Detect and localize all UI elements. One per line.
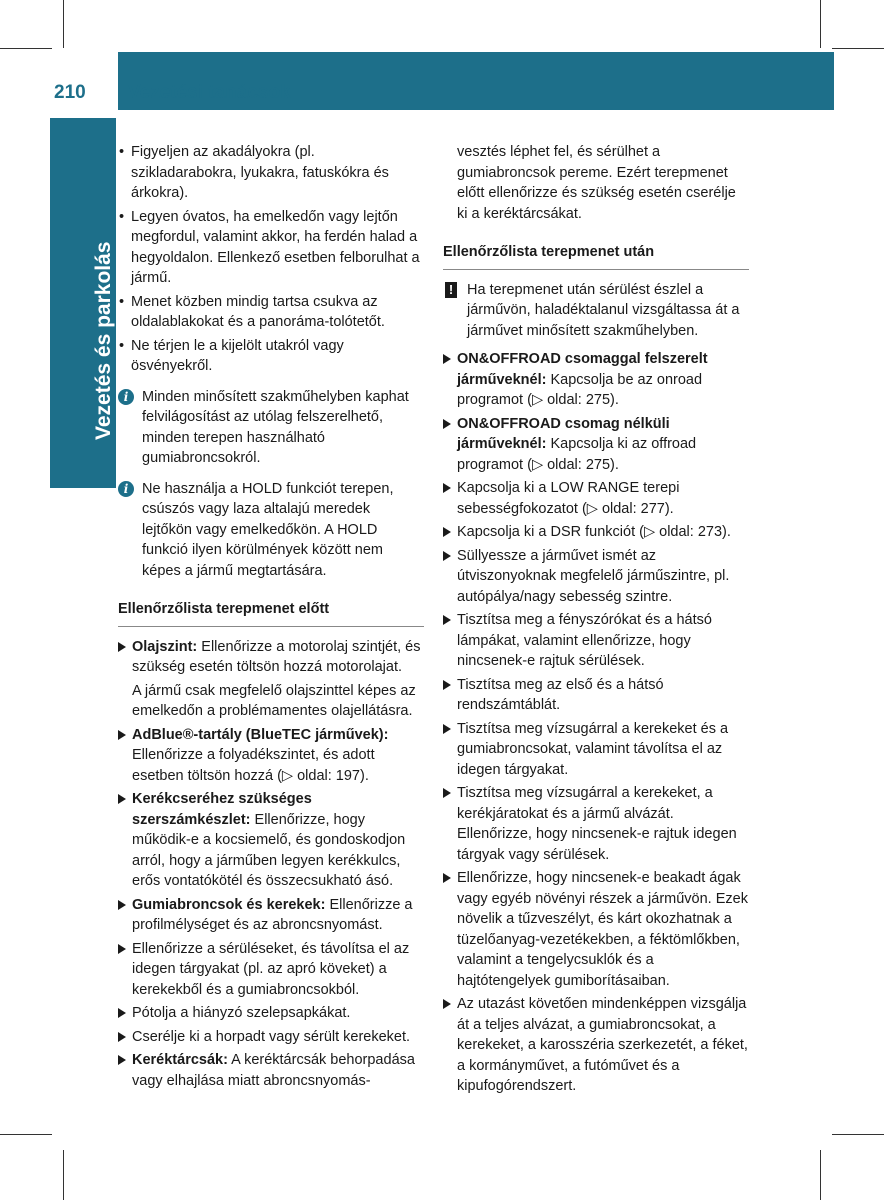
list-item: [118, 1003, 424, 1024]
list-item: [118, 637, 424, 678]
info-icon: i: [118, 481, 134, 497]
list-item-text: Tisztítsa meg a fényszórókat és a hátsó lámpákat, valamint ellenőrizze, hogy nincsenek-e rajtuk sérülések.: [457, 612, 712, 669]
bullet-item: • Figyeljen az akadályokra (pl. szikladarabokra, lyukakra, fatuskókra és árkokra).: [118, 142, 424, 204]
arrow-icon: [443, 419, 451, 429]
list-item: [443, 546, 749, 608]
arrow-icon: [443, 615, 451, 625]
right-column: [443, 142, 749, 1100]
list-item: [443, 868, 749, 991]
list-item-text: Kapcsolja ki az offroad programot (▷ oldal: 275).: [457, 436, 697, 473]
list-item-text: Pótolja a hiányzó szelepsapkákat.: [132, 1005, 351, 1021]
list-item-text: Tisztítsa meg vízsugárral a kerekeket és a gumiabroncsokat, valamint távolítsa el az idegen tárgyakat.: [457, 720, 729, 778]
crop-mark: [820, 0, 821, 48]
section-side-tab-label: Vezetés és parkolás: [92, 241, 115, 440]
bullet-item: • Legyen óvatos, ha emelkedőn vagy lejtőn megfordul, valamint akkor, ha ferdén halad a hegyoldalon. Ellenkező esetben felborulhat a jármű.: [118, 207, 424, 289]
list-item-text: Ellenőrizze a folyadékszintet, és adott esetben töltsön hozzá (▷ oldal: 197).: [132, 747, 375, 784]
list-item: [118, 1050, 424, 1091]
arrow-icon: [443, 551, 451, 561]
arrow-icon: [443, 527, 451, 537]
info-note-text: Minden minősített szakműhelyben kaphat felvilágosítást az utólag felszerelhető, minden terepen használható gumiabroncsokról.: [142, 388, 409, 466]
crop-mark: [0, 48, 52, 49]
list-item: [443, 675, 749, 716]
arrow-icon: [443, 354, 451, 364]
info-icon: i: [118, 389, 134, 405]
list-item-text: Az utazást követően mindenképpen vizsgálja át a teljes alvázat, a gumiabroncsokat, a kerekeket, a karosszéria szerkezetét, a féket, a kormányművet, a futóművet és a kipufogórendszert.: [457, 996, 748, 1094]
left-column: [118, 142, 424, 1094]
arrow-icon: [443, 483, 451, 493]
list-item: [443, 349, 749, 411]
arrow-icon: [443, 724, 451, 734]
warning-note: [443, 280, 749, 342]
crop-mark: [832, 48, 884, 49]
section-heading: Ellenőrzőlista terepmenet után: [443, 242, 749, 270]
info-note-text: Ne használja a HOLD funkciót terepen, csúszós vagy laza altalajú meredek lejtőkön vagy emelkedőkön. A HOLD funkció ilyen körülmények között nem képes a jármű megtartására.: [142, 480, 394, 579]
list-item-text: Kapcsolja ki a LOW RANGE terepi sebességfokozatot (▷ oldal: 277).: [457, 480, 680, 517]
bullet-item: • Ne térjen le a kijelölt utakról vagy ösvényekről.: [118, 336, 424, 377]
list-item: [443, 522, 749, 543]
crop-mark: [63, 1150, 64, 1200]
paragraph-continuation: vesztés léphet fel, és sérülhet a gumiabroncsok pereme. Ezért terepmenet előtt ellenőrizze és szükség esetén cserélje ki a keréktárcsákat.: [457, 144, 736, 222]
section-heading: Ellenőrzőlista terepmenet előtt: [118, 599, 424, 627]
page-number: 210: [54, 82, 86, 103]
list-item: [443, 783, 749, 865]
info-note: [118, 387, 424, 469]
crop-mark: [820, 1150, 821, 1200]
warning-icon: !: [445, 282, 457, 298]
list-item-text: Süllyesszе a járművet ismét az útviszonyoknak megfelelő járműszintre, pl. autópálya/nagy sebesség szintre.: [457, 547, 730, 605]
warning-note-text: Ha terepmenet után sérülést észlel a járművön, haladéktalanul vizsgáltassa át a járművet minősített szakműhelyben.: [467, 281, 740, 339]
arrow-icon: [118, 642, 126, 652]
list-item-label: AdBlue®-tartály (BlueTEC járművek):: [132, 726, 389, 743]
list-item-text: Ellenőrizze a sérüléseket, és távolítsa el az idegen tárgyakat (pl. az apró köveket) a kerekekből és a gumiabroncsokból.: [132, 940, 410, 998]
arrow-icon: [443, 788, 451, 798]
list-item-text: Ellenőrizze, hogy nincsenek-e beakadt ágak vagy egyéb növényi részek a járművön. Ezek növelik a tűzveszélyt, és kárt okozhatnak a tüzelőanyag-vezetékekben, a féktömlőkben, valamint a tengelycsuklók és a hajtótengelyek gumiborításaiban.: [457, 870, 748, 989]
arrow-icon: [443, 680, 451, 690]
arrow-icon: [118, 944, 126, 954]
list-item-label: Gumiabroncsok és kerekek:: [132, 896, 326, 913]
list-item: [443, 719, 749, 781]
list-item-label: Keréktárcsák:: [132, 1052, 228, 1068]
list-item-label: Kerékcseréhez szükséges szerszámkészlet:: [132, 791, 312, 828]
list-item-text: Tisztítsa meg az első és a hátsó rendszámtáblát.: [457, 676, 664, 713]
arrow-icon: [118, 900, 126, 910]
arrow-icon: [118, 794, 126, 804]
arrow-icon: [118, 1032, 126, 1042]
page-title: Vezetési tanácsok: [128, 82, 291, 103]
list-item: [443, 610, 749, 672]
list-item-label: Olajszint:: [132, 638, 198, 655]
arrow-icon: [443, 999, 451, 1009]
list-item: [118, 939, 424, 1001]
info-note: [118, 479, 424, 582]
arrow-icon: [118, 1008, 126, 1018]
arrow-icon: [118, 730, 126, 740]
list-item-text: Cserélje ki a horpadt vagy sérült kerekeket.: [132, 1028, 411, 1045]
list-item: [118, 1027, 424, 1048]
list-item: [118, 789, 424, 892]
list-item-text: Kapcsolja ki a DSR funkciót (▷ oldal: 273).: [457, 524, 731, 540]
list-item: [443, 994, 749, 1097]
arrow-icon: [443, 873, 451, 883]
crop-mark: [0, 1134, 52, 1135]
bullet-item: • Menet közben mindig tartsa csukva az oldalablakokat és a panoráma-tolótetőt.: [118, 292, 424, 333]
crop-mark: [832, 1134, 884, 1135]
list-item-label: ON&OFFROAD csomag nélküli járműveknél:: [457, 415, 670, 452]
list-item: [118, 725, 424, 787]
list-item-text: A keréktárcsák behorpadása vagy elhajlása miatt abroncsnyomás-: [132, 1052, 415, 1089]
list-item-continuation: A jármű csak megfelelő olajszinttel képes az emelkedőn a problémamentes olajellátásra.: [132, 682, 416, 719]
list-item: [443, 414, 749, 476]
crop-mark: [63, 0, 64, 48]
list-item-label: ON&OFFROAD csomaggal felszerelt járműveknél:: [457, 351, 708, 388]
list-item: [443, 478, 749, 519]
list-item-text: Tisztítsa meg vízsugárral a kerekeket, a kerékjáratokat és a jármű alvázát. Ellenőrizze, hogy nincsenek-e rajtuk idegen tárgyak vagy sérülések.: [457, 785, 737, 863]
list-item-text: Ellenőrizze a motorolaj szintjét, és szükség esetén töltsön hozzá motorolajat.: [132, 638, 421, 675]
list-item-text: Ellenőrizze a profilmélységet és az abroncsnyomást.: [132, 896, 413, 933]
list-item: [118, 895, 424, 936]
list-item-text: Ellenőrizze, hogy működik-e a kocsiemelő, és gondoskodjon arról, hogy a járműben legyen kerékkulcs, erős vontatókötél és összecsukható ásó.: [132, 811, 406, 889]
list-item-text: Kapcsolja be az onroad programot (▷ oldal: 275).: [457, 371, 703, 408]
arrow-icon: [118, 1055, 126, 1065]
